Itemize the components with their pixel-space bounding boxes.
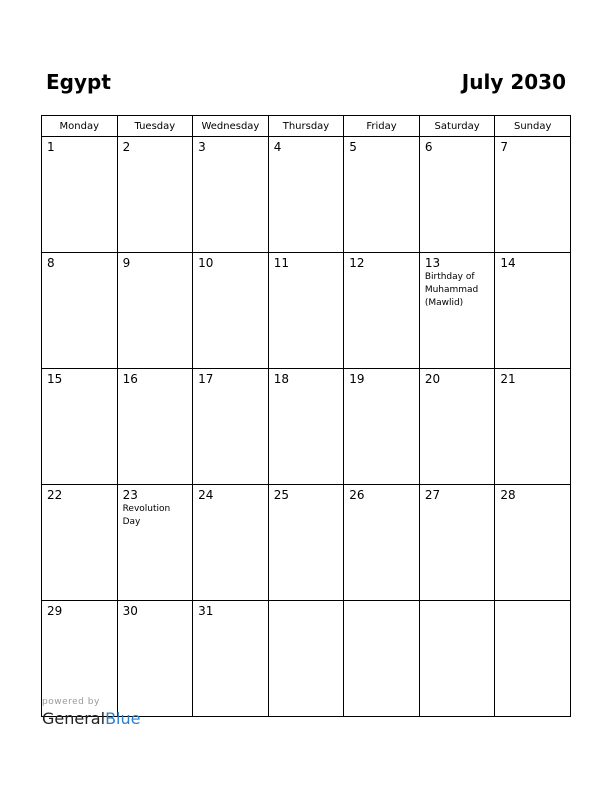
day-cell-2	[117, 137, 193, 253]
day-number: 21	[500, 372, 516, 386]
footer-logo	[42, 697, 140, 729]
day-cell-27	[419, 485, 495, 601]
weekday-header-monday: Monday	[42, 116, 118, 137]
brand-name-general: General	[42, 709, 106, 728]
day-number: 15	[47, 372, 63, 386]
week-row	[42, 253, 571, 369]
day-cell-15	[42, 369, 118, 485]
day-cell-8	[42, 253, 118, 369]
holiday-label: Birthday of Muhammad (Mawlid)	[424, 272, 479, 308]
day-cell-10	[193, 253, 269, 369]
day-cell-24	[193, 485, 269, 601]
day-cell-6	[419, 137, 495, 253]
weekday-header-tuesday: Tuesday	[117, 116, 193, 137]
day-cell-22	[42, 485, 118, 601]
day-cell-19	[344, 369, 420, 485]
day-number: 25	[273, 488, 289, 502]
day-number: 27	[424, 488, 441, 502]
day-cell-14	[495, 253, 571, 369]
weekday-header-wednesday: Wednesday	[193, 116, 269, 137]
weekday-header-row	[42, 116, 571, 137]
day-number: 19	[349, 372, 365, 386]
day-cell-21	[495, 369, 571, 485]
day-cell-26	[344, 485, 420, 601]
weekday-header-saturday: Saturday	[419, 116, 495, 137]
day-number: 30	[122, 604, 138, 618]
empty-day-cell	[495, 601, 571, 717]
day-cell-5	[344, 137, 420, 253]
day-number: 1	[47, 140, 55, 154]
day-cell-11	[268, 253, 344, 369]
day-cell-17	[193, 369, 269, 485]
day-number: 7	[500, 140, 509, 154]
day-cell-25	[268, 485, 344, 601]
day-number: 23	[122, 488, 138, 502]
day-number: 26	[349, 488, 365, 502]
day-number: 4	[273, 140, 282, 154]
day-cell-20	[419, 369, 495, 485]
day-cell-23	[117, 485, 193, 601]
day-number: 3	[198, 140, 206, 154]
calendar-grid	[41, 115, 571, 717]
day-cell-12	[344, 253, 420, 369]
weekday-header-sunday: Sunday	[495, 116, 571, 137]
weekday-header-thursday: Thursday	[268, 116, 344, 137]
day-number: 17	[198, 372, 214, 386]
day-number: 24	[198, 488, 214, 502]
day-number: 29	[47, 604, 63, 618]
day-number: 13	[424, 256, 441, 270]
day-number: 8	[47, 256, 55, 270]
day-number: 11	[273, 256, 289, 270]
day-number: 31	[198, 604, 214, 618]
day-cell-28	[495, 485, 571, 601]
day-cell-7	[495, 137, 571, 253]
day-number: 14	[500, 256, 516, 270]
day-cell-31	[193, 601, 269, 717]
day-number: 20	[424, 372, 441, 386]
week-row	[42, 137, 571, 253]
powered-by-text: powered by	[42, 697, 100, 707]
day-cell-1	[42, 137, 118, 253]
day-number: 16	[122, 372, 138, 386]
day-cell-9	[117, 253, 193, 369]
day-cell-3	[193, 137, 269, 253]
day-number: 22	[47, 488, 63, 502]
day-number: 12	[349, 256, 365, 270]
day-number: 2	[122, 140, 131, 154]
holiday-label: Revolution Day	[122, 504, 171, 527]
day-number: 10	[198, 256, 214, 270]
day-number: 18	[273, 372, 289, 386]
country-title: Egypt	[46, 70, 111, 94]
day-cell-18	[268, 369, 344, 485]
weekday-header-friday: Friday	[344, 116, 420, 137]
empty-day-cell	[268, 601, 344, 717]
empty-day-cell	[344, 601, 420, 717]
day-cell-13	[419, 253, 495, 369]
day-number: 5	[349, 140, 357, 154]
week-row	[42, 369, 571, 485]
day-number: 9	[122, 256, 131, 270]
day-number: 28	[500, 488, 516, 502]
week-row	[42, 485, 571, 601]
brand-name-blue: Blue	[105, 709, 141, 728]
month-year-title: July 2030	[461, 70, 566, 94]
day-cell-4	[268, 137, 344, 253]
brand-logo	[42, 709, 140, 729]
calendar-body	[42, 137, 571, 717]
day-number: 6	[424, 140, 433, 154]
empty-day-cell	[419, 601, 495, 717]
day-cell-16	[117, 369, 193, 485]
